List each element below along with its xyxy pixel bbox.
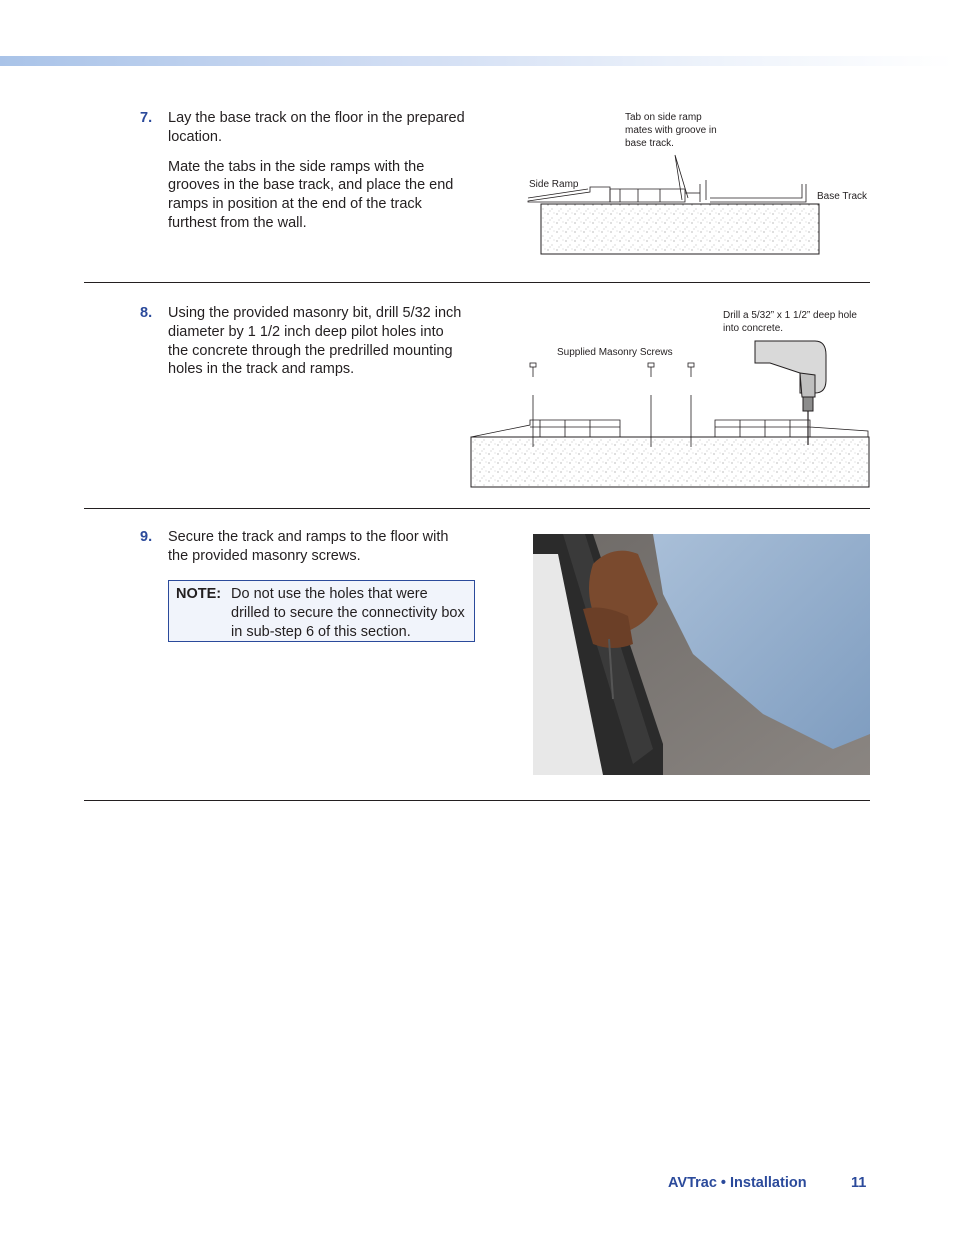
- step-paragraph: Using the provided masonry bit, drill 5/32 inch diameter by 1 1/2 inch deep pilot holes into the concrete through the predrilled mounting holes in the track and ramps.: [168, 305, 462, 378]
- masonry-screws-label: Supplied Masonry Screws: [557, 347, 673, 358]
- track-cross-section-diagram: [520, 140, 830, 260]
- step-number: 7.: [140, 110, 153, 126]
- track-profile-left: [471, 420, 620, 437]
- step-number: 9.: [140, 529, 153, 545]
- step-text: [168, 109, 468, 244]
- base-track-label: Base Track: [817, 191, 868, 202]
- track-profile-right: [715, 420, 868, 437]
- masonry-screw: [688, 363, 694, 447]
- note-label: NOTE:: [176, 586, 222, 602]
- concrete-slab: [541, 204, 819, 254]
- step-number: 8.: [140, 305, 153, 321]
- base-track-profile: [610, 180, 806, 202]
- step-text: [168, 304, 463, 390]
- side-ramp-label: Side Ramp: [529, 179, 579, 190]
- concrete-slab: [471, 437, 869, 487]
- step-paragraph: Secure the track and ramps to the floor with the provided masonry screws.: [168, 529, 449, 564]
- step-text: [168, 528, 458, 577]
- side-ramp-profile: [528, 187, 610, 202]
- drill-callout-label: Drill a 5/32” x 1 1/2” deep hole into concrete.: [723, 310, 857, 334]
- drill-icon: [755, 341, 826, 445]
- drilling-diagram: [470, 335, 870, 490]
- header-accent-bar: [0, 56, 954, 66]
- note-box: [168, 580, 475, 642]
- masonry-screw: [648, 363, 654, 447]
- step-paragraph: Lay the base track on the floor in the prepared location.: [168, 110, 465, 145]
- section-divider: [84, 282, 870, 283]
- section-divider: [84, 508, 870, 509]
- section-divider: [84, 800, 870, 801]
- tab-callout-label: Tab on side ramp mates with groove in base track.: [625, 112, 717, 149]
- page-number: 11: [851, 1175, 867, 1191]
- footer-title: AVTrac • Installation: [668, 1175, 807, 1191]
- installation-photo: [533, 534, 870, 775]
- step-paragraph: Mate the tabs in the side ramps with the grooves in the base track, and place the end ramps in position at the end of the track furthest from the wall.: [168, 158, 454, 231]
- note-text: Do not use the holes that were drilled to secure the connectivity box in sub-step 6 of this section.: [231, 586, 465, 640]
- masonry-screw: [530, 363, 536, 447]
